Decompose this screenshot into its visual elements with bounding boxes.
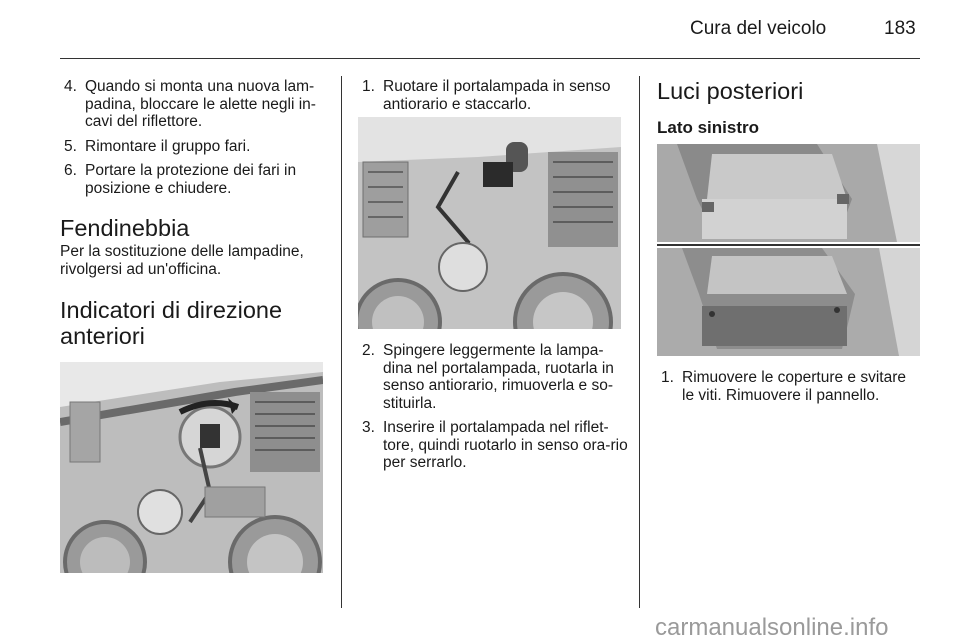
step-list <box>60 78 328 197</box>
column-divider <box>639 76 640 608</box>
column-1 <box>60 78 328 349</box>
step-number: 1. <box>661 369 674 386</box>
header-rule <box>60 58 920 59</box>
header-title: Cura del veicolo <box>690 18 827 39</box>
column-3-lower <box>657 369 920 411</box>
step-number: 2. <box>362 342 375 359</box>
step-item <box>60 78 328 131</box>
column-2 <box>358 78 628 120</box>
step-text: Inserire il portalampada nel riflet-tore, quindi ruotarlo in senso ora-rio per serrarlo. <box>383 419 628 471</box>
step-list <box>358 78 628 113</box>
section-heading-fog-lights: Fendinebbia <box>60 215 190 241</box>
column-3 <box>657 78 920 138</box>
step-number: 3. <box>362 419 375 436</box>
step-text: Ruotare il portalampada in senso antiorario e staccarlo. <box>383 78 611 113</box>
step-item <box>60 138 328 156</box>
step-text: Quando si monta una nuova lam-padina, bloccare le alette negli in-cavi del riflettore. <box>85 78 316 130</box>
step-text: Portare la protezione dei fari in posizione e chiudere. <box>85 162 297 197</box>
column-divider <box>341 76 342 608</box>
step-item <box>657 369 920 404</box>
step-text: Spingere leggermente la lampa-dina nel portalampada, ruotarla in senso antiorario, rimuoverla e so-stituirla. <box>383 342 614 412</box>
page-number: 183 <box>884 18 916 39</box>
rear-panel-photo <box>657 144 920 356</box>
step-number: 6. <box>64 162 77 179</box>
fog-lights-text: Per la sostituzione delle lampadine, rivolgersi ad un'officina. <box>60 243 304 278</box>
column-2-lower <box>358 342 628 479</box>
indicator-bulb-photo <box>60 362 323 573</box>
step-item <box>358 78 628 113</box>
bulb-holder-photo <box>358 117 621 329</box>
step-number: 4. <box>64 78 77 95</box>
step-list <box>358 342 628 472</box>
section-heading-rear-lights: Luci posteriori <box>657 78 804 104</box>
step-number: 1. <box>362 78 375 95</box>
step-item <box>60 162 328 197</box>
step-item <box>358 342 628 412</box>
step-item <box>358 419 628 472</box>
step-text: Rimontare il gruppo fari. <box>85 137 251 155</box>
section-heading-indicators: Indicatori di direzione anteriori <box>60 297 283 349</box>
step-text: Rimuovere le coperture e svitare le viti. Rimuovere il pannello. <box>682 369 906 404</box>
step-list <box>657 369 920 404</box>
step-number: 5. <box>64 137 77 155</box>
watermark: carmanualsonline.info <box>655 614 889 641</box>
subheading-left-side: Lato sinistro <box>657 118 760 137</box>
